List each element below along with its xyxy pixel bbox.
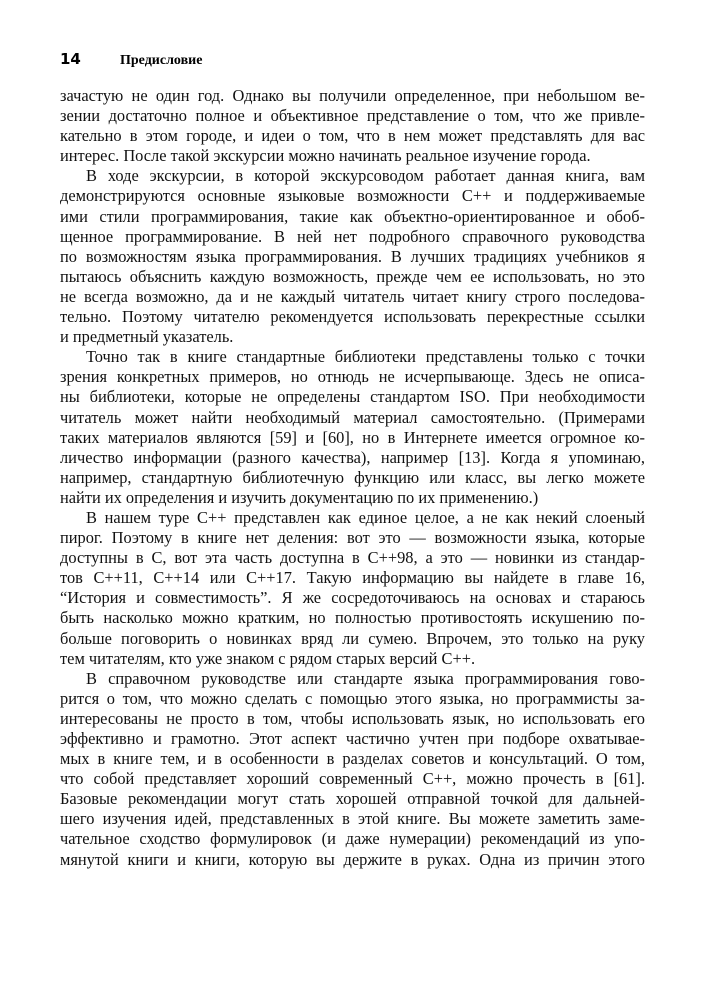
paragraph (60, 166, 645, 347)
paragraph (60, 347, 645, 508)
text-line: Базовые рекомендации могут стать хорошей отправной точкой для дальней- (60, 789, 645, 809)
text-line: эффективно и грамотно. Этот аспект частично учтен при подборе охватывае- (60, 729, 645, 748)
text-line: больше поговорить о новинках вряд ли сумею. Впрочем, это только на руку (60, 628, 645, 648)
text-line: быть насколько можно кратким, но полностью противостоять искушению по- (60, 608, 645, 628)
paragraph (60, 508, 645, 669)
text-line: зачастую не один год. Однако вы получили определенное, при небольшом ве- (60, 86, 645, 105)
running-header (60, 50, 202, 72)
text-line: интересованы не просто в том, чтобы использовать язык, но использовать его (60, 708, 645, 728)
text-line: читатель может найти необходимый материал самостоятельно. (Примерами (60, 407, 645, 427)
text-line: зрения конкретных примеров, но отнюдь не исчерпывающе. Здесь не описа- (60, 367, 645, 387)
body-text (60, 86, 645, 870)
text-line: демонстрируются основные языковые возможности C++ и поддерживаемые (60, 186, 645, 206)
text-line: доступны в C, вот эта часть доступна в C++98, а это — новинки из стандар- (60, 548, 645, 568)
text-line: ны библиотеки, которые не определены стандартом ISO. При необходимости (60, 387, 645, 407)
text-line: чательное сходство формулировок (и даже нумерации) рекомендаций из упо- (60, 829, 645, 849)
text-line: интерес. После такой экскурсии можно начинать реальное изучение города. (60, 146, 591, 166)
text-line: пытаюсь объяснить каждую возможность, прежде чем ее использовать, но это (60, 266, 645, 286)
text-line: “История и совместимость”. Я же сосредоточиваюсь на основах и стараюсь (60, 588, 645, 608)
text-line: В справочном руководстве или стандарте языка программирования гово- (86, 668, 645, 688)
page-number: 14 (60, 50, 81, 68)
text-line: мых в книге тем, и в особенности в разделах советов и консультаций. О том, (60, 749, 645, 769)
text-line: тельно. Поэтому читателю рекомендуется использовать перекрестные ссылки (60, 307, 645, 327)
text-line: найти их определения и изучить документацию по их применению.) (60, 487, 539, 507)
text-line: щенное программирование. В ней нет подробного справочного руководства (60, 226, 645, 246)
text-line: тов C++11, C++14 или C++17. Такую информацию вы найдете в главе 16, (60, 568, 645, 588)
text-line: мянутой книги и книги, которую вы держите в руках. Одна из причин этого (60, 849, 645, 869)
paragraph (60, 86, 645, 166)
text-line: рится о том, что можно сделать с помощью этого языка, но программисты за- (60, 688, 645, 708)
text-line: зении достаточно полное и объективное представление о том, что же привле- (60, 106, 645, 126)
text-line: В нашем туре C++ представлен как единое целое, а не как некий слоеный (86, 507, 645, 527)
text-line: и предметный указатель. (60, 327, 234, 347)
text-line: пирог. Поэтому в книге нет деления: вот это — возможности языка, которые (60, 528, 645, 548)
text-line: по возможностям языка программирования. В лучших традициях учебников я (60, 246, 645, 266)
running-title: Предисловие (120, 53, 203, 68)
text-line: В ходе экскурсии, в которой экскурсоводом работает данная книга, вам (86, 166, 645, 186)
text-line: ими стили программирования, такие как объектно-ориентированное и обоб- (60, 206, 645, 226)
text-line: например, стандартную библиотечную функцию или класс, вы легко можете (60, 467, 645, 487)
text-line: кательно в этом городе, и идеи о том, что в нем может представлять для вас (60, 126, 645, 146)
text-line: не всегда возможно, да и не каждый читатель читает книгу строго последова- (60, 286, 645, 306)
text-line: таких материалов являются [59] и [60], но в Интернете имеется огромное ко- (60, 427, 645, 447)
text-line: шего изучения идей, представленных в этой книге. Вы можете заметить заме- (60, 809, 645, 829)
text-line: Точно так в книге стандартные библиотеки представлены только с точки (86, 347, 645, 367)
text-line: тем читателям, кто уже знаком с рядом старых версий C++. (60, 648, 476, 668)
paragraph (60, 669, 645, 870)
text-line: личество информации (разного качества), например [13]. Когда я упоминаю, (60, 447, 645, 467)
text-line: что собой представляет хороший современный C++, можно прочесть в [61]. (60, 769, 645, 789)
